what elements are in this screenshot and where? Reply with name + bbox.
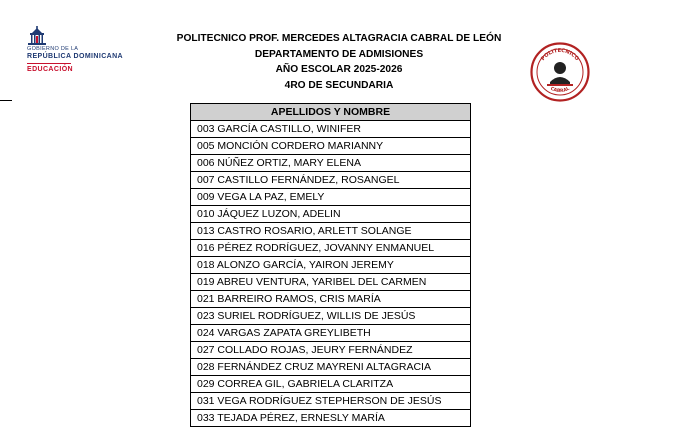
svg-text:POLITECNICO: POLITECNICO [540, 47, 580, 63]
table-row: 018 ALONZO GARCÍA, YAIRON JEREMY [191, 257, 470, 274]
school-year: AÑO ESCOLAR 2025-2026 [275, 64, 403, 75]
school-seal-icon [530, 42, 590, 102]
table-row: 016 PÉREZ RODRÍGUEZ, JOVANNY ENMANUEL [191, 240, 470, 257]
gov-line1: GOBIERNO DE LA [27, 46, 79, 52]
school-name: POLITECNICO PROF. MERCEDES ALTAGRACIA CABRAL DE LEÓN [176, 33, 502, 44]
table-header: APELLIDOS Y NOMBRE [191, 103, 470, 121]
margin-rule [0, 100, 12, 101]
table-row: 028 FERNÁNDEZ CRUZ MAYRENI ALTAGRACIA [191, 359, 470, 376]
grade-level: 4RO DE SECUNDARIA [284, 79, 394, 91]
table-row: 013 CASTRO ROSARIO, ARLETT SOLANGE [191, 223, 470, 240]
table-row: 006 NÚÑEZ ORTIZ, MARY ELENA [191, 155, 470, 172]
table-row: 010 JÁQUEZ LUZON, ADELIN [191, 206, 470, 223]
table-row: 003 GARCÍA CASTILLO, WINIFER [191, 121, 470, 138]
gov-line2: REPÚBLICA DOMINICANA [27, 53, 124, 60]
svg-text:CABRAL: CABRAL [549, 86, 571, 95]
student-list-table [190, 103, 471, 427]
table-row: 005 MONCIÓN CORDERO MARIANNY [191, 138, 470, 155]
table-row: 021 BARREIRO RAMOS, CRIS MARÍA [191, 291, 470, 308]
table-row: 031 VEGA RODRÍGUEZ STEPHERSON DE JESÚS [191, 393, 470, 410]
table-row: 009 VEGA LA PAZ, EMELY [191, 189, 470, 206]
table-row: 024 VARGAS ZAPATA GREYLIBETH [191, 325, 470, 342]
table-row: 029 CORREA GIL, GABRIELA CLARITZA [191, 376, 470, 393]
table-row: 027 COLLADO ROJAS, JEURY FERNÁNDEZ [191, 342, 470, 359]
table-row: 033 TEJADA PÉREZ, ERNESLY MARÍA [191, 410, 470, 427]
ministry-emblem-icon [24, 26, 50, 48]
gov-line3: EDUCACIÓN [27, 66, 73, 73]
department-name: DEPARTAMENTO DE ADMISIONES [254, 48, 424, 60]
gov-divider [27, 63, 71, 64]
document-header [150, 31, 528, 93]
ministry-logo [24, 26, 124, 78]
table-row: 023 SURIEL RODRÍGUEZ, WILLIS DE JESÚS [191, 308, 470, 325]
table-row: 007 CASTILLO FERNÁNDEZ, ROSANGEL [191, 172, 470, 189]
table-row: 019 ABREU VENTURA, YARIBEL DEL CARMEN [191, 274, 470, 291]
school-seal [530, 42, 590, 102]
